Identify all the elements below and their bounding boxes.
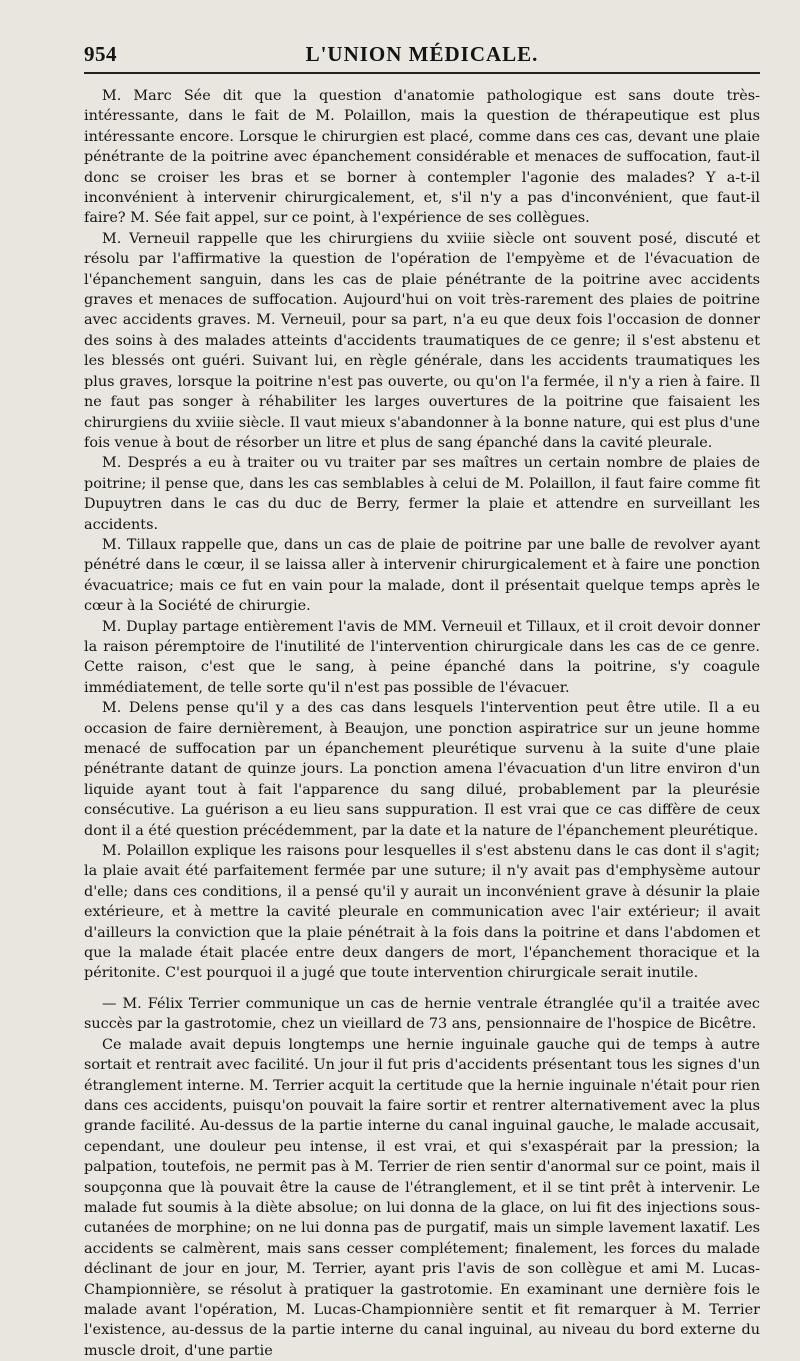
- paragraph-tillaux: M. Tillaux rappelle que, dans un cas de plaie de poitrine par une balle de revolver ayant pénétré dans le cœur, il se laissa aller à intervenir chirurgicalement et à faire une ponction évacuatrice; mais ce fut en vain pour la malade, dont il présentait quelque temps après le cœur à la Société de chirurgie.: [84, 536, 760, 615]
- paragraph-duplay: M. Duplay partage entièrement l'avis de MM. Verneuil et Tillaux, et il croit devoir donner la raison péremptoire de l'inutilité de l'intervention chirurgicale dans les cas de ce genre. Cette raison, c'est que le sang, à peine épanché dans la poitrine, s'y coagule immédiatement, de telle sorte qu'il n'est pas possible de l'évacuer.: [84, 618, 760, 696]
- article-body: [84, 86, 760, 1361]
- page-number: 954: [84, 42, 117, 66]
- page-header: [84, 40, 760, 68]
- header-rule: [84, 72, 760, 74]
- paragraph-delens: M. Delens pense qu'il y a des cas dans lesquels l'intervention peut être utile. Il a eu occasion de faire dernièrement, à Beaujon, une ponction aspiratrice sur un jeune homme menacé de suffocation par un épanchement pleurétique survenu à la suite d'une plaie pénétrante datant de quinze jours. La ponction amena l'évacuation d'un litre environ d'un liquide ayant tout à fait l'apparence du sang dilué, probablement par la pleurésie consécutive. La guérison a eu lieu sans suppuration. Il est vrai que ce cas diffère de ceux dont il a été question précédemment, par la date et la nature de l'épanchement pleurétique.: [84, 700, 760, 839]
- paragraph-terrier-case: Ce malade avait depuis longtemps une hernie inguinale gauche qui de temps à autre sortait et rentrait avec facilité. Un jour il fut pris d'accidents présentant tous les signes d'un étranglement interne. M. Terrier acquit la certitude que la hernie inguinale n'était pour rien dans ces accidents, puisqu'on pouvait la faire sortir et rentrer alternativement avec la plus grande facilité. Au-dessus de la partie interne du canal inguinal gauche, le malade accusait, cependant, une douleur peu intense, il est vrai, et qui s'exaspérait par la pression; la palpation, toutefois, ne permit pas à M. Terrier de rien sentir d'anormal sur ce point, mais il soupçonna que là pouvait être la cause de l'étranglement, et il se tint prêt à intervenir. Le malade fut soumis à la diète absolue; on lui donna de la glace, on lui fit des injections sous-cutanées de morphine; on ne lui donna pas de purgatif, mais un simple lavement laxatif. Les accidents se calmèrent, mais sans cesser complétement; finalement, les forces du malade déclinant de jour en jour, M. Terrier, ayant pris l'avis de son collègue et ami M. Lucas-Championnière, se résolut à pratiquer la gastrotomie. En examinant une dernière fois le malade avant l'opération, M. Lucas-Championnière sentit et fit remarquer à M. Terrier l'existence, au-dessus de la partie interne du canal inguinal, au niveau du bord externe du muscle droit, d'une partie: [84, 1036, 760, 1359]
- paragraph-despres: M. Després a eu à traiter ou vu traiter par ses maîtres un certain nombre de plaies de poitrine; il pense que, dans les cas semblables à celui de M. Polaillon, il faut faire comme fit Dupuytren dans le cas du duc de Berry, fermer la plaie et attendre en surveillant les accidents.: [84, 455, 760, 533]
- paragraph-terrier-intro: — M. Félix Terrier communique un cas de hernie ventrale étranglée qu'il a traitée avec succès par la gastrotomie, chez un vieillard de 73 ans, pensionnaire de l'hospice de Bicêtre.: [84, 995, 760, 1033]
- paragraph-marc-see: M. Marc Sée dit que la question d'anatomie pathologique est sans doute très-intéressante, dans le fait de M. Polaillon, mais la question de thérapeutique est plus intéressante encore. Lorsque le chirurgien est placé, comme dans ces cas, devant une plaie pénétrante de la poitrine avec épanchement considérable et menaces de suffocation, faut-il donc se croiser les bras et se borner à contempler l'agonie des malades? Y a-t-il inconvénient à intervenir chirurgicalement, et, s'il n'y a pas d'inconvénient, que faut-il faire? M. Sée fait appel, sur ce point, à l'expérience de ses collègues.: [84, 88, 760, 227]
- paragraph-polaillon: M. Polaillon explique les raisons pour lesquelles il s'est abstenu dans le cas dont il s'agit; la plaie avait été parfaitement fermée par une suture; il n'y avait pas d'emphysème autour d'elle; dans ces conditions, il a pensé qu'il y aurait un inconvénient grave à désunir la plaie extérieure, et à mettre la cavité pleurale en communication avec l'air extérieur; il avait d'ailleurs la conviction que la plaie pénétrait à la fois dans la poitrine et dans l'abdomen et que la malade était placée entre deux dangers de mort, l'épanchement thoracique et la péritonite. C'est pourquoi il a jugé que toute intervention chirurgicale serait inutile.: [84, 843, 760, 982]
- paragraph-verneuil: M. Verneuil rappelle que les chirurgiens du xviiie siècle ont souvent posé, discuté et résolu par l'affirmative la question de l'opération de l'empyème et de l'évacuation de l'épanchement sanguin, dans les cas de plaie pénétrante de la poitrine avec accidents graves et menaces de suffocation. Aujourd'hui on voit très-rarement des plaies de poitrine avec accidents graves. M. Verneuil, pour sa part, n'a eu que deux fois l'occasion de donner des soins à des malades atteints d'accidents traumatiques de ce genre; il s'est abstenu et les blessés ont guéri. Suivant lui, en règle générale, dans les accidents traumatiques les plus graves, lorsque la poitrine n'est pas ouverte, ou qu'on l'a fermée, il n'y a rien à faire. Il ne faut pas songer à réhabiliter les larges ouvertures de la poitrine que faisaient les chirurgiens du xviiie siècle. Il vaut mieux s'abandonner à la bonne nature, qui est plus d'une fois venue à bout de résorber un litre et plus de sang épanché dans la cavité pleurale.: [84, 230, 760, 451]
- running-title: L'UNION MÉDICALE.: [305, 42, 539, 66]
